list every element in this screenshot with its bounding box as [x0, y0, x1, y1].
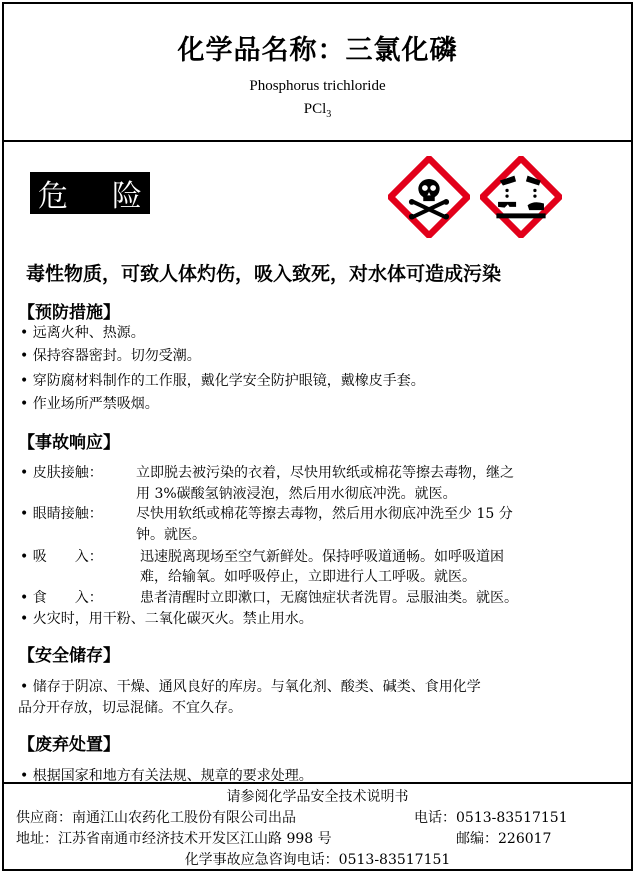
skin-contact-line-1: 立即脱去被污染的衣着，尽快用软纸或棉花等擦去毒物，继之: [136, 465, 514, 481]
postcode: 邮编：226017: [456, 831, 552, 847]
response-heading: 【事故响应】: [18, 433, 120, 453]
chemical-formula: [4, 101, 631, 120]
inhalation-label: • 吸 入：: [20, 549, 103, 565]
prevention-item-4: • 作业场所严禁吸烟。: [20, 396, 159, 412]
ingestion-label: • 食 入：: [20, 590, 103, 606]
chemical-name-title: 化学品名称：三氯化磷: [177, 35, 458, 66]
inhalation-line-1: 迅速脱离现场至空气新鲜处。保持呼吸道通畅。如呼吸道困: [140, 549, 504, 565]
skin-contact-label: • 皮肤接触：: [20, 465, 103, 481]
storage-line-2: 品分开存放，切忌混储。不宜久存。: [18, 700, 242, 716]
prevention-heading: 【预防措施】: [18, 303, 120, 323]
signal-char-1: 危: [38, 179, 68, 214]
sds-note: 请参阅化学品安全技术说明书: [226, 789, 409, 805]
prevention-item-3: • 穿防腐材料制作的工作服，戴化学安全防护眼镜，戴橡皮手套。: [20, 373, 425, 389]
prevention-item-1: • 远离火种、热源。: [20, 325, 145, 341]
label-footer: [4, 782, 631, 871]
skin-contact-line-2: 用 3%碳酸氢钠液浸泡，然后用水彻底冲洗。就医。: [136, 486, 457, 502]
supplier-info: 供应商：南通江山农药化工股份有限公司出品: [16, 810, 296, 826]
skull-crossbones-icon: [388, 156, 470, 238]
emergency-phone: 化学事故应急咨询电话：0513-83517151: [184, 852, 451, 868]
eye-contact-label: • 眼睛接触：: [20, 506, 103, 522]
ingestion-line-1: 患者清醒时立即漱口，无腐蚀症状者洗胃。忌服油类。就医。: [140, 590, 518, 606]
chemical-label: [2, 2, 633, 871]
fire-response: • 火灾时，用干粉、二氧化碳灭火。禁止用水。: [20, 611, 313, 627]
supplier-phone: 电话：0513-83517151: [414, 810, 568, 826]
storage-line-1: • 储存于阴凉、干燥、通风良好的库房。与氧化剂、酸类、碱类、食用化学: [20, 679, 481, 695]
english-name: Phosphorus trichloride: [249, 78, 386, 94]
disposal-line-1: • 根据国家和地方有关法规、规章的要求处理。: [20, 768, 313, 784]
inhalation-line-2: 难，给输氧。如呼吸停止，立即进行人工呼吸。就医。: [140, 569, 476, 585]
eye-contact-line-2: 钟。就医。: [136, 527, 206, 543]
prevention-item-2: • 保持容器密封。切勿受潮。: [20, 348, 201, 364]
signal-char-2: 险: [112, 179, 142, 214]
formula-main: PCl: [303, 101, 327, 117]
formula-subscript: 3: [326, 109, 332, 120]
corrosion-icon: [480, 156, 562, 238]
supplier-address: 地址：江苏省南通市经济技术开发区江山路 998 号: [16, 831, 332, 847]
signal-word: [30, 172, 150, 214]
storage-heading: 【安全储存】: [18, 646, 120, 666]
label-header: [4, 4, 631, 142]
disposal-heading: 【废弃处置】: [18, 735, 120, 755]
eye-contact-line-1: 尽快用软纸或棉花等擦去毒物，然后用水彻底冲洗至少 15 分: [136, 506, 513, 522]
hazard-statement: 毒性物质，可致人体灼伤，吸入致死，对水体可造成污染: [26, 263, 502, 285]
